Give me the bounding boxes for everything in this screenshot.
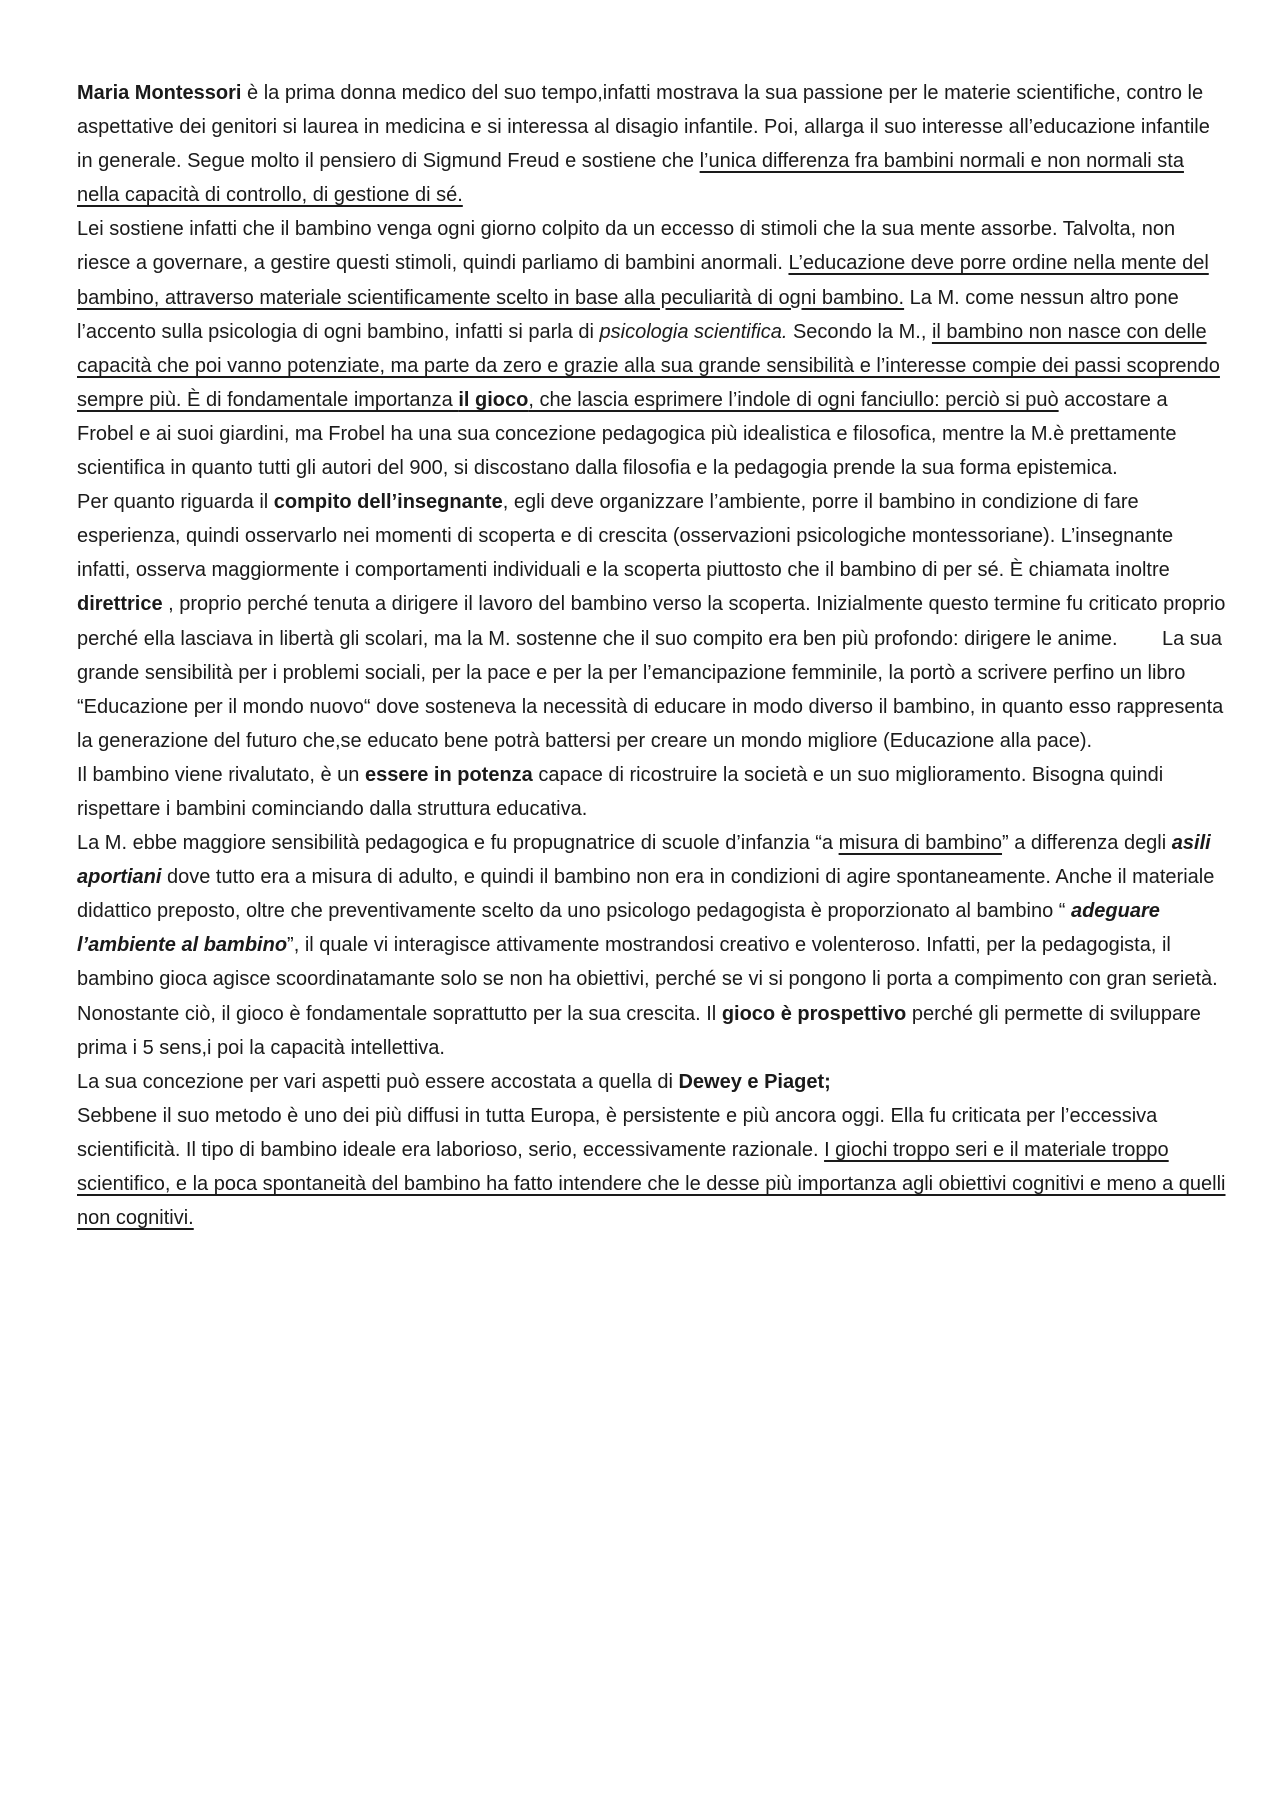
paragraph-criticism xyxy=(77,1099,1227,1235)
text-segment: accostare a Frobel e ai suoi giardini, ma Frobel ha una sua concezione pedagogica più idealistica e filosofica, mentre la M.è prettamente scientifica in quanto tutti gli autori del 900, si discostano dalla filosofia e la pedagogia prende la sua forma epistemica. xyxy=(77,388,1177,480)
text-segment: capace di ricostruire la società e un suo miglioramento. Bisogna quindi rispettare i bambini cominciando dalla struttura educativa. xyxy=(77,763,1164,820)
bold-segment: gioco è prospettivo xyxy=(721,1002,907,1025)
text-segment: La M. come nessun altro pone l’accento sulla psicologia di ogni bambino, infatti si parla di xyxy=(77,286,1179,343)
text-segment: , proprio perché tenuta a dirigere il lavoro del bambino verso la scoperta. Inizialmente questo termine fu criticato proprio perché ella lasciava in libertà gli scolari, ma la M. sostenne che il suo compito era ben più profondo: dirigere le anime. La sua grande sensibilità per i problemi sociali, per la pace e per la per l’emancipazione femminile, la portò a scrivere perfino un libro “Educazione per il mondo nuovo“ dove sosteneva la necessità di educare in modo diverso il bambino, in quanto esso rappresenta la generazione del futuro che,se educato bene potrà battersi per creare un mondo migliore (Educazione alla pace). xyxy=(77,593,1231,752)
bold-segment: compito dell’insegnante xyxy=(273,491,503,514)
underlined-segment: , che lascia esprimere l’indole di ogni fanciullo: perciò si può xyxy=(528,388,1059,411)
text-segment: Per quanto riguarda il xyxy=(77,491,274,514)
paragraph-child-measure xyxy=(77,826,1227,1065)
text-segment: perché gli permette di sviluppare prima i 5 sens,i poi la capacità intellettiva. xyxy=(77,1002,1201,1059)
bold-italic-segment: asili aportiani xyxy=(77,832,1211,889)
paragraph-dewey-piaget xyxy=(77,1065,1227,1099)
text-segment: Secondo la M., xyxy=(787,320,932,343)
underlined-segment: il bambino non nasce con delle capacità che poi vanno potenziate, ma parte da zero e grazie alla sua grande sensibilità e l’interesse compie dei passi scoprendo sempre più. È di fondamentale importanza xyxy=(77,320,1220,411)
text-segment: Il bambino viene rivalutato, è un xyxy=(77,763,365,786)
italic-segment: psicologia scientifica. xyxy=(599,320,788,343)
text-segment: dove tutto era a misura di adulto, e quindi il bambino non era in condizioni di agire spontaneamente. Anche il materiale didattico preposto, oltre che preventivamente scelto da uno psicologo pedagogista è proporzionato al bambino “ xyxy=(77,866,1215,923)
text-segment: , egli deve organizzare l’ambiente, porre il bambino in condizione di fare esperienza, quindi osservarlo nei momenti di scoperta e di crescita (osservazioni psicologiche montessoriane). L’insegnante infatti, osserva maggiormente i comportamenti individuali e la scoperta piuttosto che il bambino di per sé. È chiamata inoltre xyxy=(77,491,1174,582)
text-segment: è la prima donna medico del suo tempo,infatti mostrava la sua passione per le materie scientifiche, contro le aspettative dei genitori si laurea in medicina e si interessa al disagio infantile. Poi, allarga il suo interesse all’educazione infantile in generale. Segue molto il pensiero di Sigmund Freud e sostiene che xyxy=(77,82,1210,173)
text-segment: Maria Montessori xyxy=(77,82,242,104)
document-page xyxy=(77,76,1231,1235)
text-segment: Lei sostiene infatti che il bambino venga ogni giorno colpito da un eccesso di stimoli che la sua mente assorbe. Talvolta, non riesce a governare, a gestire questi stimoli, quindi parliamo di bambini anormali. xyxy=(77,218,1176,275)
paragraph-potential xyxy=(77,758,1227,826)
underlined-segment: l’unica differenza fra bambini normali e non normali sta nella capacità di controllo, di gestione di sé. xyxy=(77,150,1184,207)
underlined-segment: L’educazione deve porre ordine nella mente del bambino, attraverso materiale scientificamente scelto in base alla peculiarità di ogni bambino. xyxy=(77,252,1209,309)
bold-segment: direttrice xyxy=(77,593,163,616)
text-segment: Sebbene il suo metodo è uno dei più diffusi in tutta Europa, è persistente e più ancora oggi. Ella fu criticata per l’eccessiva scientificità. Il tipo di bambino ideale era laborioso, serio, eccessivamente razionale. xyxy=(77,1104,1158,1161)
paragraph-stimuli xyxy=(77,212,1227,485)
underlined-segment: I giochi troppo seri e il materiale troppo scientifico, e la poca spontaneità del bambino ha fatto intendere che le desse più importanza agli obiettivi cognitivi e meno a quelli non cognitivi. xyxy=(77,1138,1226,1230)
bold-italic-segment: adeguare l’ambiente al bambino xyxy=(77,900,1160,957)
text-segment: ”, il quale vi interagisce attivamente mostrandosi creativo e volenteroso. Infatti, per la pedagogista, il bambino gioca agisce scoordinatamante solo se non ha obiettivi, perché se vi si pongono li porta a compimento con gran serietà. Nonostante ciò, il gioco è fondamentale soprattutto per la sua crescita. Il xyxy=(77,934,1218,1025)
bold-underlined-segment: il gioco xyxy=(458,388,529,411)
text-segment: La M. ebbe maggiore sensibilità pedagogica e fu propugnatrice di scuole d’infanzia “a xyxy=(77,832,839,855)
underlined-segment: misura di bambino xyxy=(838,832,1003,855)
text-segment: ” a differenza degli xyxy=(1002,832,1172,855)
bold-segment: Dewey e Piaget; xyxy=(678,1070,831,1093)
bold-segment: essere in potenza xyxy=(364,763,533,786)
paragraph-intro xyxy=(77,76,1227,212)
text-segment: La sua concezione per vari aspetti può essere accostata a quella di xyxy=(77,1070,679,1093)
paragraph-teacher xyxy=(77,485,1231,758)
